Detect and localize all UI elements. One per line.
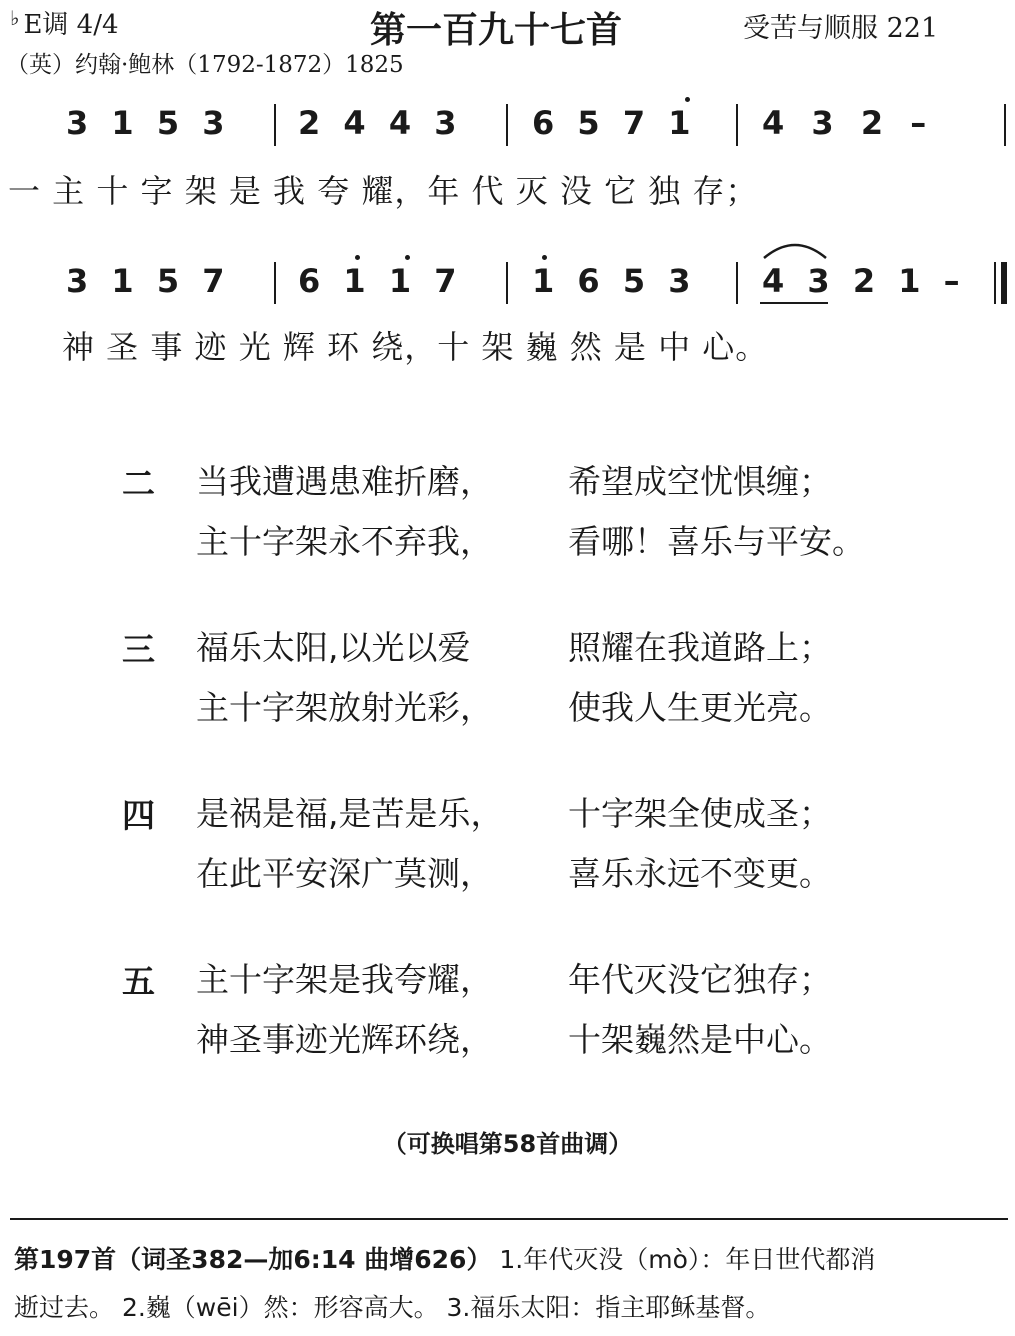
alt-tune-note: （可换唱第58首曲调） xyxy=(382,1130,633,1158)
verse-line: 当我遭遇患难折磨， xyxy=(196,462,493,501)
verse-line: 十字架全使成圣； xyxy=(568,794,832,833)
footnote-text: 1.年代灭没（mò）：年日世代都消 xyxy=(491,1245,876,1274)
divider-rule xyxy=(10,1218,1008,1220)
hymn-title: 第一百九十七首 xyxy=(370,10,623,51)
measure-2: 2 4 4 3 xyxy=(298,104,463,142)
high-octave-dot xyxy=(405,255,410,260)
barline xyxy=(1004,104,1006,146)
key-signature xyxy=(10,4,119,41)
high-octave-dot xyxy=(355,255,360,260)
verse-line: 在此平安深广莫测， xyxy=(196,854,493,893)
verse-number: 二 xyxy=(122,464,155,503)
verse-line: 照耀在我道路上； xyxy=(568,628,832,667)
verse-line: 看哪！喜乐与平安。 xyxy=(568,522,865,561)
slur-arc xyxy=(760,236,830,262)
verse-line: 使我人生更光亮。 xyxy=(568,688,832,727)
verse-line: 神圣事迹光辉环绕， xyxy=(196,1020,493,1059)
measure-3: 6 5 7 1 xyxy=(532,104,697,142)
author-line: （英）约翰·鲍林（1792-1872）1825 xyxy=(6,52,404,78)
barline xyxy=(506,104,508,146)
barline xyxy=(274,104,276,146)
measure-5: 3 1 5 7 xyxy=(66,262,231,300)
measure-7: 1 6 5 3 xyxy=(532,262,697,300)
measure-4: 4 3 2 – xyxy=(762,104,935,142)
footnote-line-2: 逝过去。 2.巍（wēi）然：形容高大。 3.福乐太阳：指主耶稣基督。 xyxy=(14,1293,771,1322)
barline xyxy=(736,104,738,146)
barline xyxy=(506,262,508,304)
measure-8: 4 3 2 1 – xyxy=(762,262,966,300)
eighth-underline xyxy=(760,302,828,304)
final-barline-thin xyxy=(994,262,996,304)
verse-line: 福乐太阳,以光以爱 xyxy=(196,628,471,667)
verse-line: 年代灭没它独存； xyxy=(568,960,832,999)
barline xyxy=(736,262,738,304)
verse-line: 是祸是福,是苦是乐， xyxy=(196,794,504,833)
high-octave-dot xyxy=(685,97,690,102)
key-text: E调 4/4 xyxy=(23,10,119,40)
lyrics-line-1: 一 主 十 字 架 是 我 夸 耀，年 代 灭 没 它 独 存； xyxy=(8,172,759,210)
footnote-line-1 xyxy=(14,1240,875,1276)
verse-line: 主十字架放射光彩， xyxy=(196,688,493,727)
verse-number: 五 xyxy=(122,962,155,1001)
verse-number: 三 xyxy=(122,630,155,669)
barline xyxy=(274,262,276,304)
verse-line: 十架巍然是中心。 xyxy=(568,1020,832,1059)
category-label: 受苦与顺服 221 xyxy=(743,13,939,44)
verse-line: 主十字架永不弃我， xyxy=(196,522,493,561)
lyrics-line-2: 神 圣 事 迹 光 辉 环 绕，十 架 巍 然 是 中 心。 xyxy=(62,328,769,366)
verse-line: 喜乐永远不变更。 xyxy=(568,854,832,893)
high-octave-dot xyxy=(542,255,547,260)
final-barline-thick xyxy=(1001,262,1007,304)
flat-symbol: ♭ xyxy=(10,6,20,30)
footnote-ref: 第197首（词圣382—加6:14 曲增626） xyxy=(14,1245,492,1274)
measure-1: 3 1 5 3 xyxy=(66,104,231,142)
verse-line: 主十字架是我夸耀， xyxy=(196,960,493,999)
verse-number: 四 xyxy=(122,796,155,835)
measure-6: 6 1 1 7 xyxy=(298,262,463,300)
verse-line: 希望成空忧惧缠； xyxy=(568,462,832,501)
